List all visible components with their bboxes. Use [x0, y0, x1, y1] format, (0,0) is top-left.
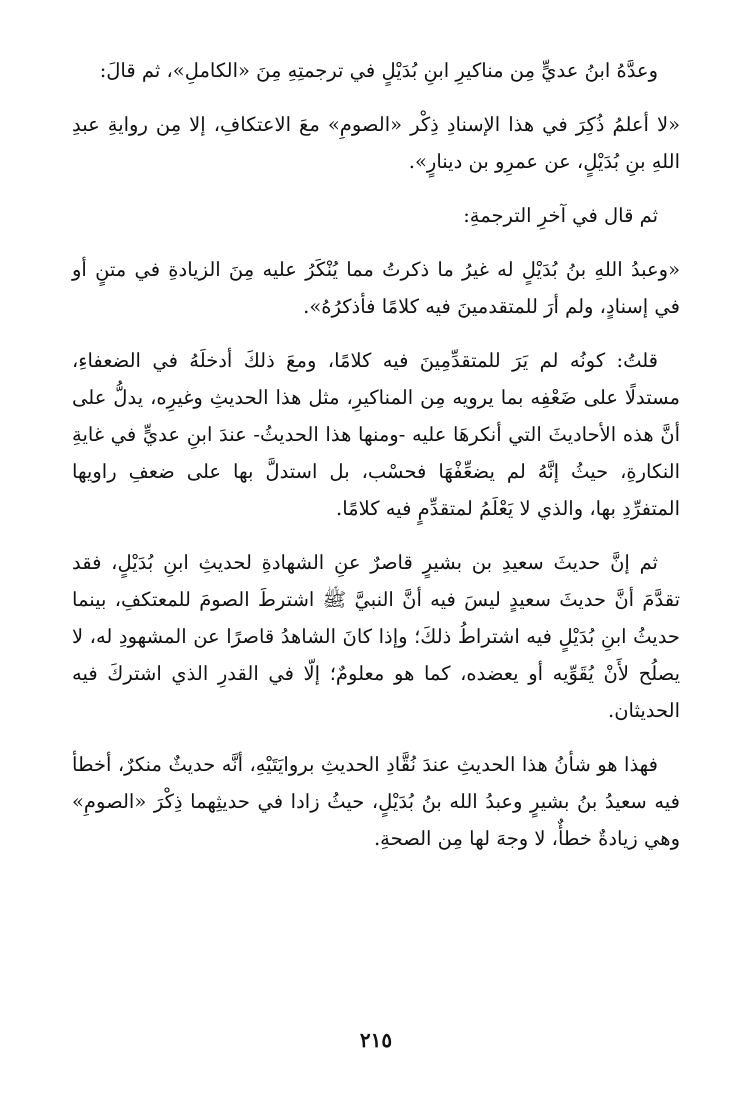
quote-first: «لا أعلمُ ذُكِرَ في هذا الإسنادِ ذِكْر «الصومِ» معَ الاعتكافِ، إلا مِن روايةِ عبدِ اللهِ بنِ بُدَيْلٍ، عن عمرِو بن دينارٍ».: [72, 113, 680, 173]
page-number: ٢١٥: [359, 1028, 393, 1052]
paragraph-transition: ثم قال في آخرِ الترجمةِ:: [463, 204, 658, 227]
paragraph-commentary: قلتُ: كونُه لم يَرَ للمتقدِّمِينَ فيه كلامًا، ومعَ ذلكَ أدخلَهُ في الضعفاءِ، مستدلًا على ضَعْفِه بما يرويه مِن المناكيرِ، مثل هذا الحديثِ وغيرِه، يدلُّ على أنَّ هذه الأحاديثَ التي أنكرهَا عليه -ومنها هذا الحديثُ- عندَ ابنِ عديٍّ في غايةِ النكارةِ، حيثُ إنَّهُ لم يضعِّفْهَا فحسْب، بل استدلَّ بها على ضعفِ راويها المتفرِّدِ بها، والذي لا يَعْلَمُ لمتقدِّمٍ فيه كلامًا.: [72, 349, 680, 520]
quote-second: «وعبدُ اللهِ بنُ بُدَيْلٍ له غيرُ ما ذكرتُ مما يُنْكَرُ عليه مِنَ الزيادةِ في متنٍ أو في إسنادٍ، ولم أرَ للمتقدمينَ فيه كلامًا فأذكرُهُ».: [72, 258, 680, 318]
page-body: [72, 52, 680, 1040]
paragraph-intro: وعدَّهُ ابنُ عديٍّ مِن مناكيرِ ابنِ بُدَيْلٍ في ترجمتِهِ مِنَ «الكاملِ»، ثم قالَ:: [99, 59, 658, 82]
paragraph-conclusion: فهذا هو شأنُ هذا الحديثِ عندَ نُقَّادِ الحديثِ بروايَتَيْهِ، أنَّه حديثٌ منكرٌ، أخطأ فيه سعيدُ بنُ بشيرٍ وعبدُ الله بنُ بُدَيْلٍ، حيثُ زادا في حديثِهما ذِكْرَ «الصومِ» وهي زيادةٌ خطأٌ، لا وجهَ لها مِن الصحةِ.: [72, 753, 680, 850]
paragraph-witness: ثم إنَّ حديثَ سعيدِ بن بشيرٍ قاصرٌ عنِ الشهادةِ لحديثِ ابنِ بُدَيْلٍ، فقد تقدَّمَ أنَّ حديثَ سعيدٍ ليسَ فيه أنَّ النبيَّ ﷺ اشترطَ الصومَ للمعتكفِ، بينما حديثُ ابنِ بُدَيْلٍ فيه اشتراطُ ذلكَ؛ وإذا كانَ الشاهدُ قاصرًا عن المشهودِ له، لا يصلُح لأَنْ يُقَوِّيه أو يعضده، كما هو معلومٌ؛ إلّا في القدرِ الذي اشتركَ فيه الحديثان.: [72, 551, 680, 722]
